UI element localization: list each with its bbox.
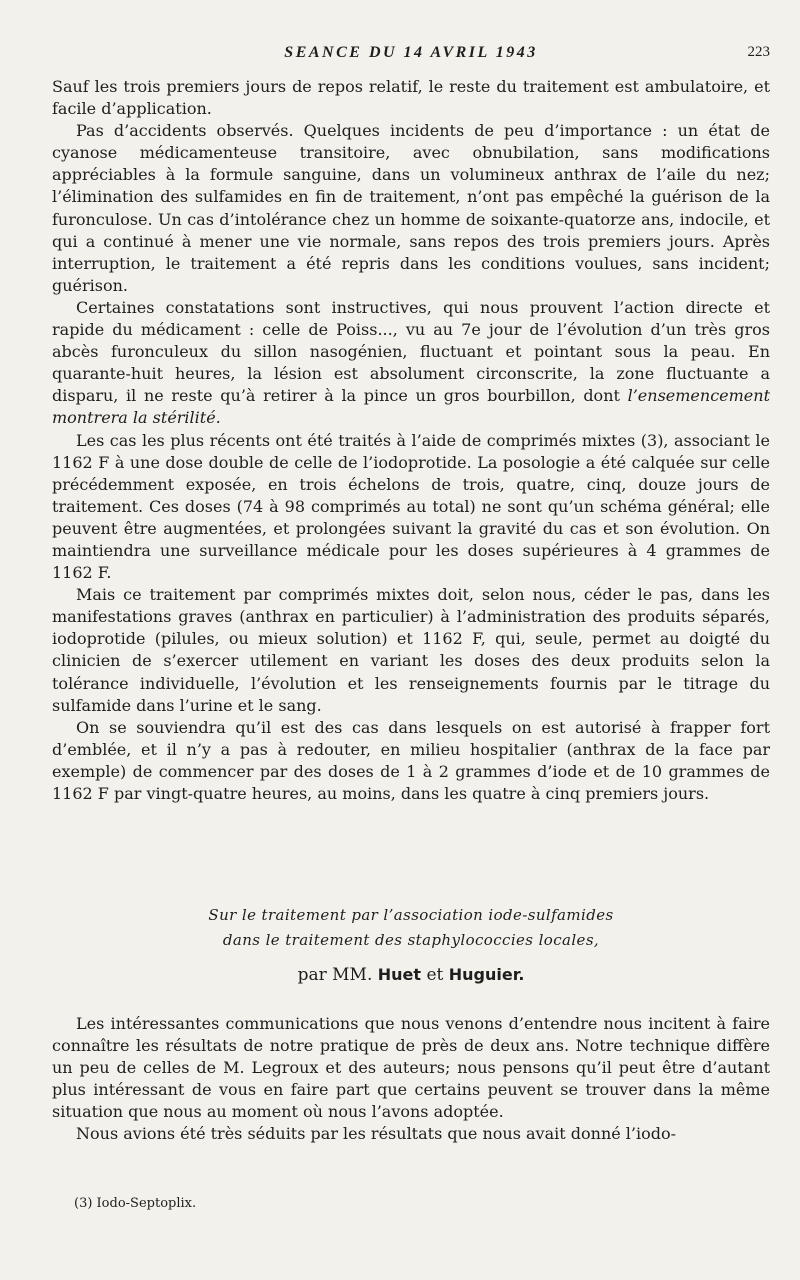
paragraph-4: Les cas les plus récents ont été traités à l’aide de comprimés mixtes (3), associant le 1162 F à une dose double de celle de l’iodoprotide. La posologie a été calquée sur celle précédemment exposée, en trois échelons de trois, quatre, cinq, douze jours de traitement. Ces doses (74 à 98 comprimés au total) ne sont qu’un schéma général; elle peuvent être augmentées, et prolongées suivant la gravité du cas et son évolution. On maintiendra une surveillance médicale pour les doses supérieures à 4 grammes de 1162 F. (52, 430, 770, 583)
body-text-section-1 (52, 76, 770, 805)
running-title: SEANCE DU 14 AVRIL 1943 (284, 44, 538, 61)
byline (52, 965, 770, 985)
footnote: (3) Iodo-Septoplix. (74, 1196, 197, 1211)
paragraph-8: Nous avions été très séduits par les résultats que nous avait donné l’iodo- (76, 1124, 677, 1144)
author-1: Huet (377, 965, 422, 984)
paragraph-6: On se souviendra qu’il est des cas dans lesquels on est autorisé à frapper fort d’emblée, et il n’y a pas à redouter, en milieu hospitalier (anthrax de la face par exemple) de commencer par des doses de 1 à 2 grammes d’iode et de 10 grammes de 1162 F par vingt-quatre heures, au moins, dans les quatre à cinq premiers jours. (52, 717, 770, 803)
body-text-section-2 (52, 1013, 770, 1146)
article-title (52, 903, 770, 953)
paragraph-1: Sauf les trois premiers jours de repos relatif, le reste du traitement est ambulatoire, et facile d’application. (52, 77, 770, 119)
page-number: 223 (747, 44, 770, 60)
running-header (52, 44, 770, 68)
article-title-line-1: Sur le traitement par l’association iode-sulfamides (208, 906, 614, 924)
paragraph-5: Mais ce traitement par comprimés mixtes doit, selon nous, céder le pas, dans les manifestations graves (anthrax en particulier) à l’administration des produits séparés, iodoprotide (pilules, ou mieux solution) et 1162 F, qui, seule, permet au doigté du clinicien de s’exercer utilement en variant les doses des deux produits selon la tolérance individuelle, l’évolution et les renseignements fournis par le titrage du sulfamide dans l’urine et le sang. (52, 585, 770, 715)
byline-prefix: par MM. (297, 965, 373, 985)
paragraph-7: Les intéressantes communications que nous venons d’entendre nous incitent à faire connaître les résultats de notre pratique de près de deux ans. Notre technique diffère un peu de celles de M. Legroux et des auteurs; nous pensons qu’il peut être d’autant plus intéressant de vous en faire part que certains peuvent se trouver dans la même situation que nous au moment où nous l’avons adoptée. (52, 1014, 770, 1122)
paragraph-3 (52, 297, 770, 430)
paragraph-2: Pas d’accidents observés. Quelques incidents de peu d’importance : un état de cyanose médicamenteuse transitoire, avec obnubilation, sans modifications appréciables à la formule sanguine, dans un volumineux anthrax de l’aile du nez; l’élimination des sulfamides en fin de traitement, n’ont pas empêché la guérison de la furonculose. Un cas d’intolérance chez un homme de soixante-quatorze ans, indocile, et qui a continué à mener une vie normale, sans repos des trois premiers jours. Après interruption, le traitement a été repris dans les conditions voulues, sans incident; guérison. (52, 121, 770, 295)
paragraph-3-text: Certaines constatations sont instructives, qui nous prouvent l’action directe et rapide du médicament : celle de Poiss..., vu au 7e jour de l’évolution d’un très gros abcès furonculeux du sillon nasogénien, fluctuant et pointant sous la peau. En quarante-huit heures, la lésion est absolument circonscrite, la zone fluctuante a disparu, il ne reste qu’à retirer à la pince un gros bourbillon, dont (52, 297, 770, 406)
byline-conjunction: et (426, 965, 444, 985)
author-2: Huguier. (448, 965, 525, 984)
article-title-line-2: dans le traitement des staphylococcies locales, (222, 931, 600, 949)
paragraph-3-italic: l’ensemencement montrera la stérilité. (52, 386, 770, 428)
